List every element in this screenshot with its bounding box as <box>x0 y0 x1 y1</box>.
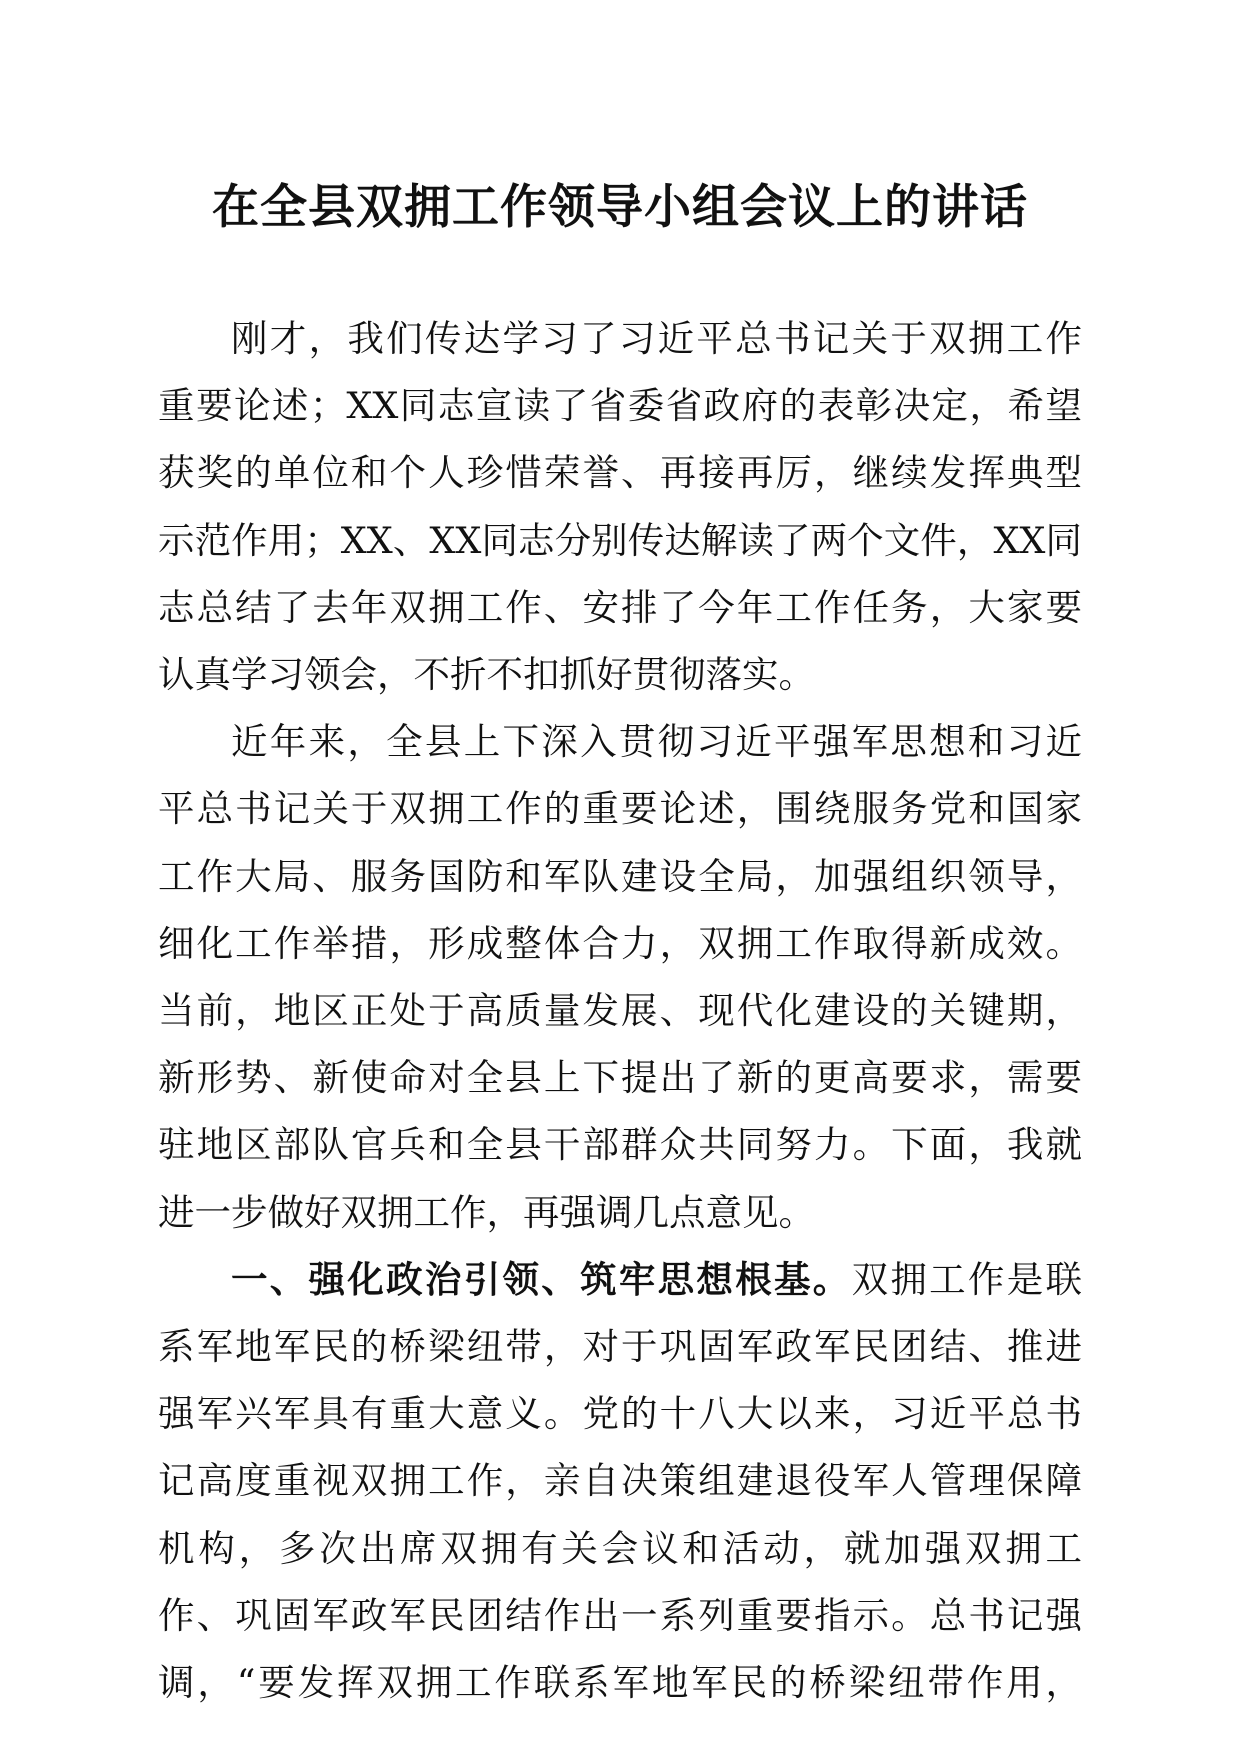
document-body <box>158 305 1082 1716</box>
paragraph-opening <box>158 305 1082 708</box>
text-line <box>158 1246 1082 1313</box>
paragraph-section-one <box>158 1246 1082 1716</box>
text-line: 平总书记关于双拥工作的重要论述，围绕服务党和国家 <box>158 787 1082 831</box>
text-line: 新形势、新使命对全县上下提出了新的更高要求，需要 <box>158 1056 1082 1100</box>
text-line: 工作大局、服务国防和军队建设全局，加强组织领导， <box>158 854 1082 898</box>
section-heading: 一、强化政治引领、筑牢思想根基。 <box>231 1257 852 1301</box>
text-line: 驻地区部队官兵和全县干部群众共同努力。下面，我就 <box>158 1123 1082 1167</box>
text-line: 重要论述；XX同志宣读了省委省政府的表彰决定，希望 <box>158 384 1082 428</box>
text-line: 当前，地区正处于高质量发展、现代化建设的关键期， <box>158 989 1082 1033</box>
paragraph-background <box>158 708 1082 1246</box>
text-line: 示范作用；XX、XX同志分别传达解读了两个文件，XX同 <box>158 518 1082 562</box>
text-line: 作、巩固军政军民团结作出一系列重要指示。总书记强 <box>158 1593 1082 1637</box>
text-line: 获奖的单位和个人珍惜荣誉、再接再厉，继续发挥典型 <box>158 451 1082 495</box>
text-line: 细化工作举措，形成整体合力，双拥工作取得新成效。 <box>158 921 1082 965</box>
text-line: 进一步做好双拥工作，再强调几点意见。 <box>158 1190 815 1234</box>
text-line: 近年来，全县上下深入贯彻习近平强军思想和习近 <box>231 720 1082 764</box>
text-line: 机构，多次出席双拥有关会议和活动，就加强双拥工 <box>158 1526 1082 1570</box>
text-line: 认真学习领会，不折不扣抓好贯彻落实。 <box>158 653 815 697</box>
text-line: 调，“要发挥双拥工作联系军地军民的桥梁纽带作用， <box>158 1661 1082 1705</box>
section-lead-text: 双拥工作是联 <box>851 1257 1083 1301</box>
document-title: 在全县双拥工作领导小组会议上的讲话 <box>212 180 1028 235</box>
text-line: 记高度重视双拥工作，亲自决策组建退役军人管理保障 <box>158 1459 1082 1503</box>
text-line: 强军兴军具有重大意义。党的十八大以来，习近平总书 <box>158 1392 1082 1436</box>
text-line: 系军地军民的桥梁纽带，对于巩固军政军民团结、推进 <box>158 1325 1082 1369</box>
text-line: 志总结了去年双拥工作、安排了今年工作任务，大家要 <box>158 585 1082 629</box>
text-line: 刚才，我们传达学习了习近平总书记关于双拥工作 <box>231 317 1082 360</box>
